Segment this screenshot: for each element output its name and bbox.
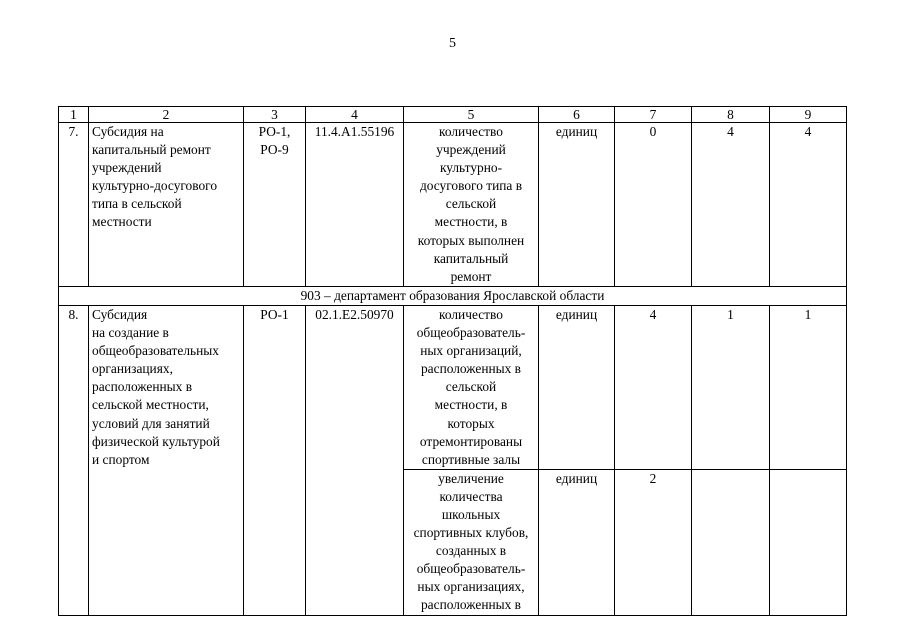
section-heading: 903 – департамент образования Ярославской области	[59, 286, 847, 305]
value-col8: 4	[692, 123, 770, 287]
header-cell-6: 6	[539, 107, 615, 123]
value-col7: 4	[615, 305, 692, 469]
program-code: РО-1	[244, 305, 306, 615]
indicator-text: увеличение количества школьных спортивных клубов, созданных в общеобразователь- ных организациях, расположенных в	[404, 469, 539, 615]
section-row	[59, 286, 847, 305]
value-col9: 4	[770, 123, 847, 287]
value-col9	[770, 469, 847, 615]
header-cell-3: 3	[244, 107, 306, 123]
value-col8: 1	[692, 305, 770, 469]
value-col8	[692, 469, 770, 615]
program-code: РО-1, РО-9	[244, 123, 306, 287]
page-number: 5	[449, 36, 456, 51]
value-col7: 2	[615, 469, 692, 615]
budget-code: 02.1.E2.50970	[306, 305, 404, 615]
unit-text: единиц	[539, 123, 615, 287]
table-row	[59, 123, 847, 287]
subsidy-name: Субсидия на создание в общеобразовательных организациях, расположенных в сельской местности, условий для занятий физической культурой и спортом	[89, 305, 244, 615]
unit-text: единиц	[539, 469, 615, 615]
subsidy-name: Субсидия на капитальный ремонт учреждений культурно-досугового типа в сельской местности	[89, 123, 244, 287]
header-cell-4: 4	[306, 107, 404, 123]
indicator-text: количество учреждений культурно- досугового типа в сельской местности, в которых выполнен капитальный ремонт	[404, 123, 539, 287]
value-col7: 0	[615, 123, 692, 287]
indicators-table	[58, 106, 847, 616]
header-cell-9: 9	[770, 107, 847, 123]
budget-code: 11.4.A1.55196	[306, 123, 404, 287]
header-cell-8: 8	[692, 107, 770, 123]
row-number: 8.	[59, 305, 89, 615]
header-cell-5: 5	[404, 107, 539, 123]
header-cell-2: 2	[89, 107, 244, 123]
unit-text: единиц	[539, 305, 615, 469]
value-col9: 1	[770, 305, 847, 469]
header-row	[59, 107, 847, 123]
header-cell-7: 7	[615, 107, 692, 123]
indicator-text: количество общеобразователь- ных организаций, расположенных в сельской местности, в которых отремонтированы спортивные залы	[404, 305, 539, 469]
header-cell-1: 1	[59, 107, 89, 123]
row-number: 7.	[59, 123, 89, 287]
table-row	[59, 305, 847, 469]
